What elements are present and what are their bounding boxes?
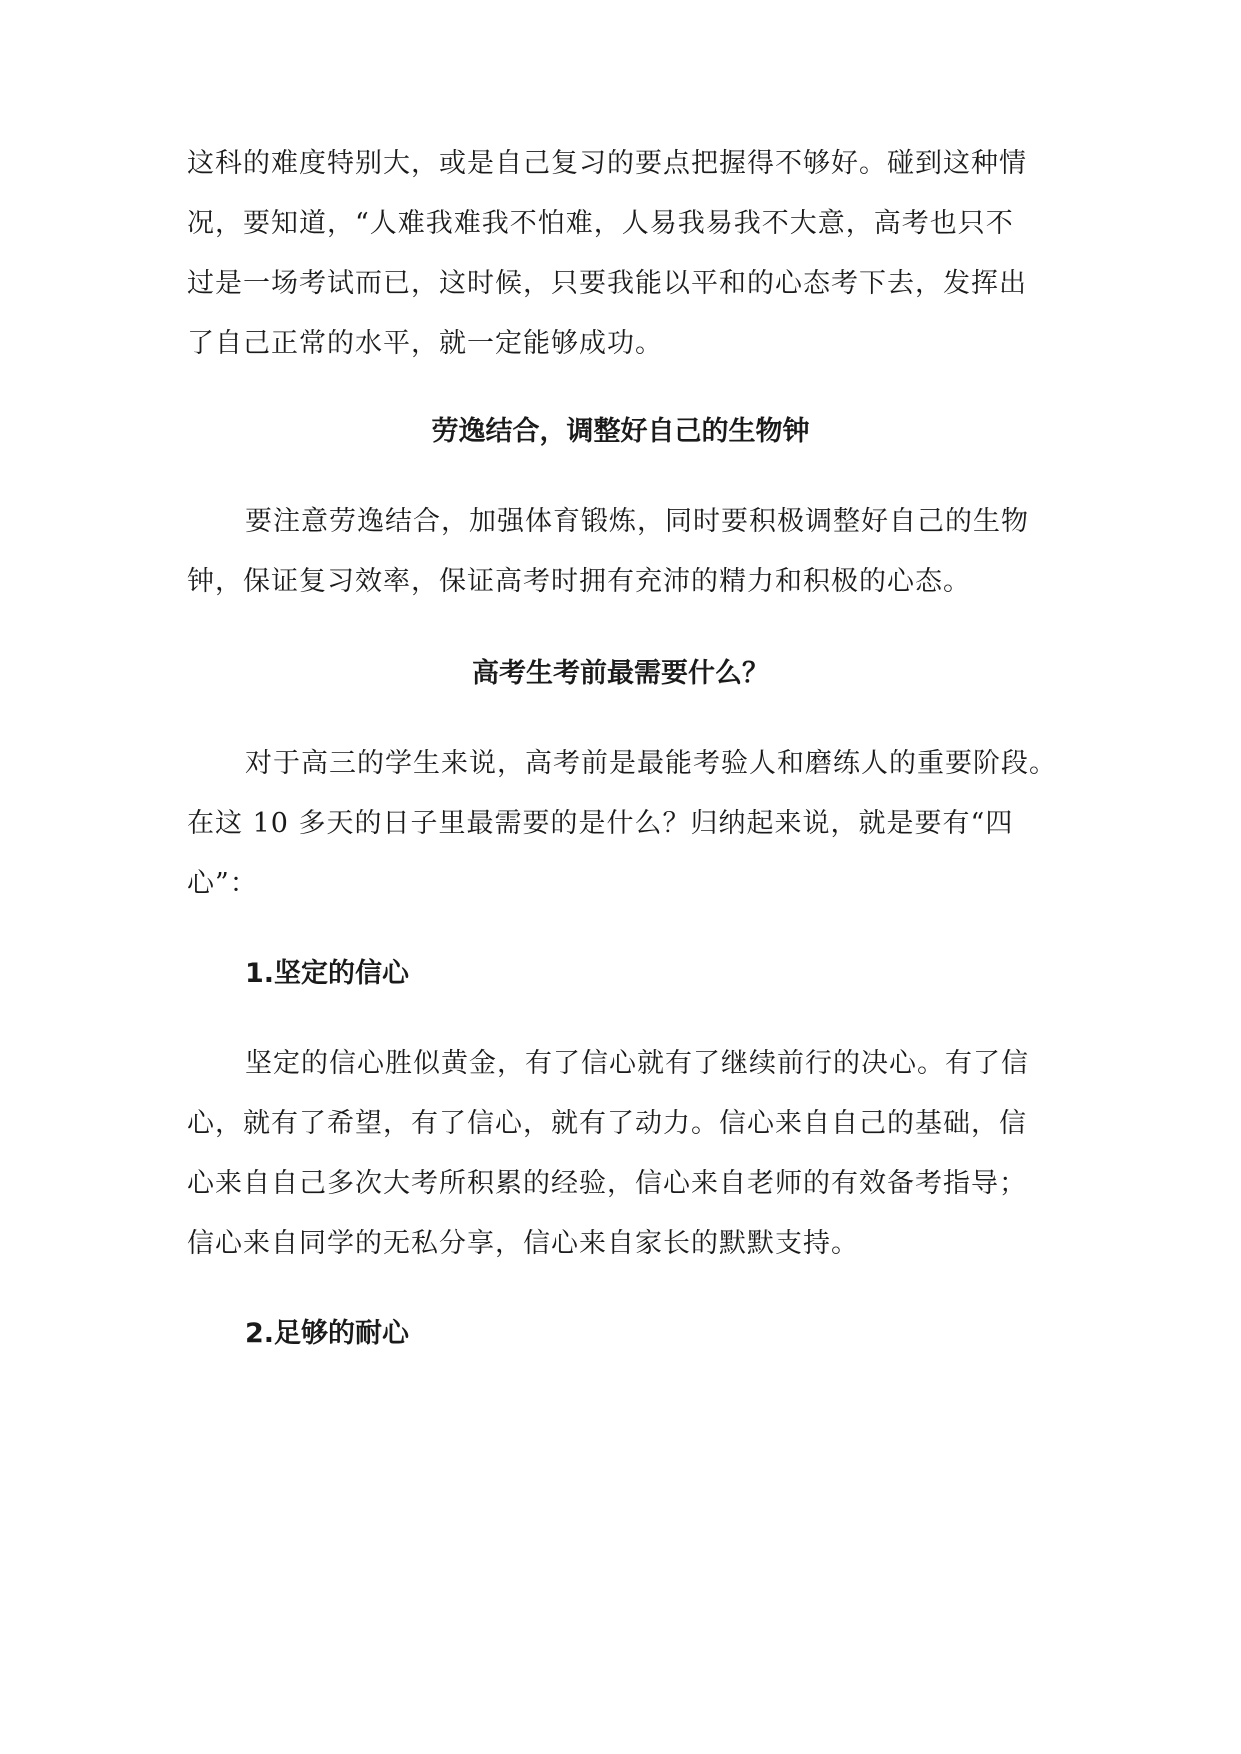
paragraph-line: 在这 10 多天的日子里最需要的是什么？归纳起来说，就是要有“四 (187, 808, 1014, 839)
paragraph-line: 过是一场考试而已，这时候，只要我能以平和的心态考下去，发挥出 (187, 268, 1027, 299)
paragraph-line: 对于高三的学生来说，高考前是最能考验人和磨练人的重要阶段。 (245, 748, 1057, 779)
paragraph-line: 心来自自己多次大考所积累的经验，信心来自老师的有效备考指导； (187, 1168, 1027, 1199)
paragraph-line: 了自己正常的水平，就一定能够成功。 (187, 328, 663, 359)
paragraph-line: 钟，保证复习效率，保证高考时拥有充沛的精力和积极的心态。 (187, 566, 971, 597)
subsection-heading: 2.足够的耐心 (245, 1318, 410, 1349)
paragraph-line: 要注意劳逸结合，加强体育锻炼，同时要积极调整好自己的生物 (245, 506, 1029, 537)
paragraph-line: 坚定的信心胜似黄金，有了信心就有了继续前行的决心。有了信 (245, 1048, 1029, 1079)
paragraph-line: 信心来自同学的无私分享，信心来自家长的默默支持。 (187, 1228, 859, 1259)
section-heading: 高考生考前最需要什么？ (472, 658, 769, 689)
paragraph-line: 心”： (187, 868, 258, 899)
paragraph-line: 况，要知道，“人难我难我不怕难，人易我易我不大意，高考也只不 (187, 208, 1014, 239)
subsection-heading: 1.坚定的信心 (245, 958, 410, 989)
paragraph-line: 这科的难度特别大，或是自己复习的要点把握得不够好。碰到这种情 (187, 148, 1027, 179)
paragraph-line: 心，就有了希望，有了信心，就有了动力。信心来自自己的基础，信 (187, 1108, 1027, 1139)
section-heading: 劳逸结合，调整好自己的生物钟 (431, 416, 810, 447)
